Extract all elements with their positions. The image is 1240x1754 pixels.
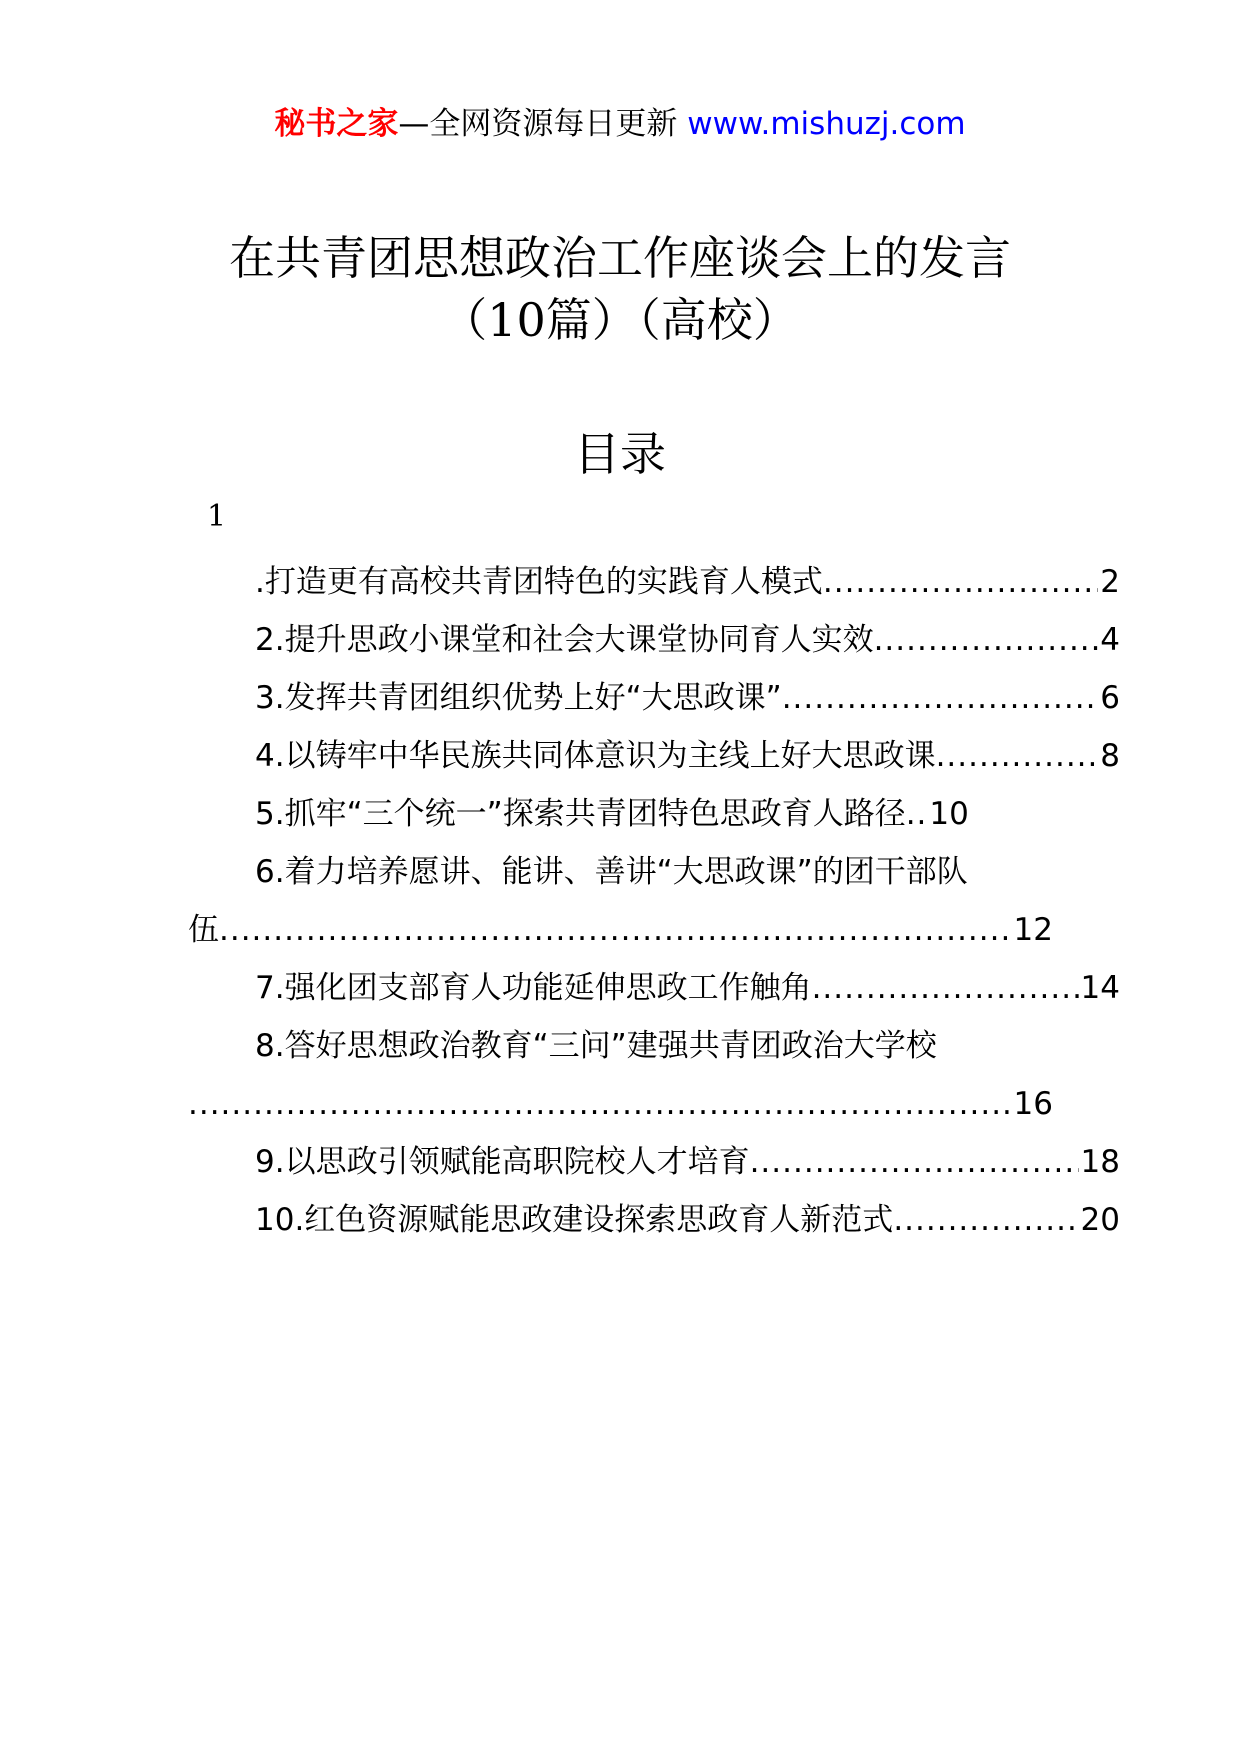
- site-url-link[interactable]: www.mishuzj.com: [687, 106, 966, 142]
- toc-leader: [782, 676, 1099, 720]
- toc-entry-8-continued[interactable]: [188, 1082, 1053, 1126]
- toc-entry-title-continued: 伍: [188, 912, 219, 948]
- toc-entry-8[interactable]: [188, 1024, 1120, 1068]
- toc-page-number: 8: [1100, 738, 1120, 774]
- toc-entry-6-continued[interactable]: [188, 908, 1053, 952]
- toc-entry-title: 5.抓牢“三个统一”探索共青团特色思政育人路径: [255, 796, 906, 832]
- site-banner: [0, 104, 1240, 144]
- toc-leader: [936, 734, 1099, 778]
- title-count: 10: [487, 293, 546, 347]
- toc-entry-9[interactable]: [188, 1140, 1120, 1184]
- banner-slogan: —全网资源每日更新: [398, 106, 688, 142]
- toc-leader: [812, 966, 1079, 1010]
- document-title-line-1: 在共青团思想政治工作座谈会上的发言: [229, 231, 1011, 285]
- toc-entry-2[interactable]: [188, 618, 1120, 662]
- toc-entry-10[interactable]: [188, 1198, 1120, 1242]
- toc-leader: [823, 560, 1098, 604]
- toc-entry-5[interactable]: [188, 792, 1120, 836]
- toc-entry-title: 10.红色资源赋能思政建设探索思政育人新范式: [255, 1202, 894, 1238]
- toc-page-number: 12: [1013, 912, 1053, 948]
- toc-leader: [874, 618, 1099, 662]
- brand-name: 秘书之家: [274, 106, 399, 142]
- toc-page-number: 20: [1080, 1202, 1120, 1238]
- toc-leader: [219, 908, 1012, 952]
- toc-entry-1[interactable]: [188, 560, 1120, 604]
- toc-entry-title: 7.强化团支部育人功能延伸思政工作触角: [255, 970, 812, 1006]
- toc-page-number: 16: [1013, 1086, 1053, 1122]
- stray-number: 1: [207, 499, 227, 534]
- toc-page-number: 4: [1100, 622, 1120, 658]
- toc-page-number: 2: [1100, 564, 1120, 600]
- toc-entry-title: 4.以铸牢中华民族共同体意识为主线上好大思政课: [255, 738, 936, 774]
- toc-page-number: 6: [1100, 680, 1120, 716]
- toc-heading: 目录: [574, 427, 666, 481]
- toc-page-number: 10: [929, 796, 969, 832]
- toc-leader: [906, 792, 928, 836]
- toc-page-number: 14: [1080, 970, 1120, 1006]
- toc-entry-6[interactable]: [188, 850, 1120, 894]
- toc-entry-title: 6.着力培养愿讲、能讲、善讲“大思政课”的团干部队: [255, 854, 968, 890]
- toc-leader: [188, 1082, 1012, 1126]
- title-subtitle: 篇）（高校）: [545, 293, 799, 347]
- toc-entry-title: 3.发挥共青团组织优势上好“大思政课”: [255, 680, 782, 716]
- toc-entry-4[interactable]: [188, 734, 1120, 778]
- toc-entry-3[interactable]: [188, 676, 1120, 720]
- toc-entry-7[interactable]: [188, 966, 1120, 1010]
- toc-entry-title: 8.答好思想政治教育“三问”建强共青团政治大学校: [255, 1028, 937, 1064]
- toc-entry-title: 2.提升思政小课堂和社会大课堂协同育人实效: [255, 622, 874, 658]
- toc-entry-title: 9.以思政引领赋能高职院校人才培育: [255, 1144, 750, 1180]
- title-paren-open: （: [441, 293, 488, 347]
- toc-page-number: 18: [1080, 1144, 1120, 1180]
- toc-leader: [750, 1140, 1079, 1184]
- document-title-line-2: [0, 290, 1240, 350]
- toc-leader: [893, 1198, 1078, 1242]
- toc-entry-title: .打造更有高校共青团特色的实践育人模式: [255, 564, 823, 600]
